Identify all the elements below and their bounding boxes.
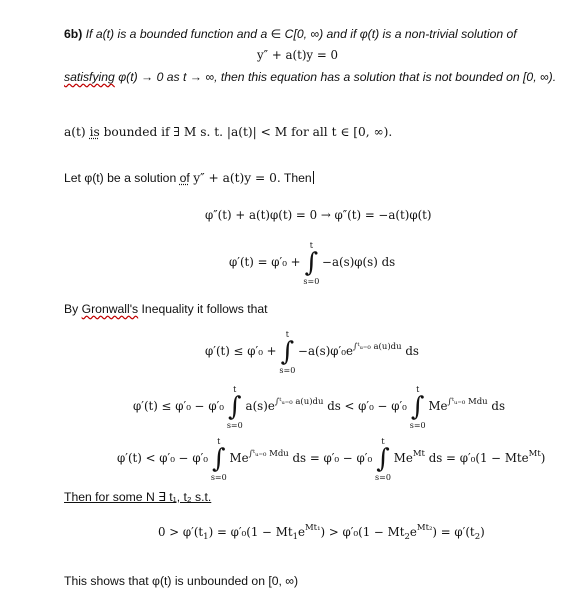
eq6-part-c: e [297, 525, 305, 539]
integral-lower-limit: s=0 [279, 366, 296, 375]
eq4-mid: ds < φ′₀ − φ′₀ [327, 399, 407, 413]
integral-sign: ∫ t s=0 [409, 385, 426, 430]
integral-sign: ∫ t s=0 [375, 437, 391, 482]
conclusion-line: This shows that φ(t) is unbounded on [0, ∞) [64, 574, 299, 588]
equation-1: φ″(t) + a(t)φ(t) = 0 → φ″(t) = −a(t)φ(t) [205, 208, 432, 222]
problem-statement-line-2 [64, 69, 556, 85]
problem-statement-text-2: φ(t) → 0 as t → ∞, then this equation has a solution that is not bounded on [0, ∞). [118, 70, 557, 84]
equation-2 [229, 241, 396, 286]
problem-statement-line [64, 26, 517, 42]
eq3-integrand: −a(s)φ′₀e [298, 344, 353, 358]
equation-6 [158, 524, 485, 540]
eq6-exp-2: Mt₂ [416, 523, 433, 533]
integral-sign: ∫ t s=0 [210, 437, 227, 482]
let-text: Let φ(t) be a solution [64, 171, 177, 185]
eq4-exponent-1: ∫ᵗᵤ₌₀ a(u)du [274, 397, 324, 407]
let-line [64, 170, 314, 186]
eq6-sub-2b: 2 [474, 532, 481, 542]
eq2-lhs: φ′(t) = φ′₀ + [229, 255, 301, 269]
integral-lower-limit: s=0 [409, 421, 426, 430]
equation-3 [205, 330, 419, 375]
integral-upper-limit: t [309, 241, 313, 250]
eq6-part-d: ) > φ′₀(1 − Mt [320, 525, 405, 539]
integral-upper-limit: t [285, 330, 289, 339]
integral-sign: ∫ t s=0 [279, 330, 296, 375]
text-cursor [313, 171, 314, 184]
eq3-lhs: φ′(t) ≤ φ′₀ + [205, 344, 277, 358]
eq5-lhs: φ′(t) < φ′₀ − φ′₀ [117, 451, 208, 465]
integral-upper-limit: t [217, 437, 221, 446]
eq6-part-e: e [409, 525, 417, 539]
equation-5 [117, 437, 546, 482]
integral-upper-limit: t [416, 385, 420, 394]
then-for-some-line: Then for some N ∃ t₁, t₂ s.t. [64, 490, 212, 504]
gronwall-name: Gronwall's [81, 302, 139, 316]
eq6-part-g: ) [480, 525, 485, 539]
equation-4 [133, 385, 506, 430]
eq3-ds: ds [405, 344, 419, 358]
integral-lower-limit: s=0 [303, 277, 320, 286]
eq5-mid: ds = φ′₀ − φ′₀ [292, 451, 373, 465]
eq6-exp-1: Mt₁ [304, 523, 321, 533]
bounded-rest: bounded if ∃ M s. t. |a(t)| < M for all t ∈ [0, ∞). [103, 125, 393, 139]
integral-lower-limit: s=0 [226, 421, 243, 430]
eq5-close: ) [540, 451, 546, 465]
eq5-integrand-1: Me [229, 451, 249, 465]
eq6-part-b: ) = φ′₀(1 − Mt [208, 525, 293, 539]
problem-statement-text: If a(t) is a bounded function and a ∈ C[0, ∞) and if φ(t) is a non-trivial solution of [85, 27, 517, 41]
eq5-exponent-2: Mt [412, 449, 425, 459]
eq3-exponent: ∫ᵗᵤ₌₀ a(u)du [352, 342, 402, 352]
eq6-sub-1b: 1 [292, 532, 298, 542]
eq5-integrand-2: Me [393, 451, 413, 465]
eq2-integrand: −a(s)φ(s) ds [322, 255, 396, 269]
let-of: of [179, 171, 190, 185]
eq6-part-a: 0 > φ′(t [158, 525, 204, 539]
integral-lower-limit: s=0 [375, 473, 391, 482]
bounded-definition [64, 124, 392, 140]
bounded-is: is [89, 125, 100, 139]
eq5-exponent-3: Mt [528, 449, 541, 459]
satisfying-word: satisfying [64, 70, 115, 84]
problem-number: 6b) [64, 27, 83, 41]
bounded-prefix: a(t) [64, 125, 86, 139]
integral-sign: ∫ t s=0 [226, 385, 243, 430]
gronwall-prefix: By [64, 302, 79, 316]
ode-equation: y″ + a(t)y = 0 [257, 48, 338, 62]
eq4-integrand-2: Me [428, 399, 448, 413]
eq6-sub-2: 2 [404, 532, 410, 542]
eq4-integrand-1: a(s)e [245, 399, 275, 413]
integral-upper-limit: t [233, 385, 237, 394]
eq6-sub-1: 1 [203, 532, 209, 542]
integral-lower-limit: s=0 [210, 473, 227, 482]
gronwall-line [64, 301, 268, 317]
eq5-exponent-1: ∫ᵗᵤ₌₀ Mdu [248, 449, 289, 459]
let-then: Then [283, 171, 312, 185]
eq5-rest: ds = φ′₀(1 − Mte [428, 451, 529, 465]
gronwall-suffix: Inequality it follows that [141, 302, 268, 316]
eq4-lhs: φ′(t) ≤ φ′₀ − φ′₀ [133, 399, 224, 413]
let-equation: y″ + a(t)y = 0. [193, 171, 281, 185]
eq4-exponent-2: ∫ᵗᵤ₌₀ Mdu [447, 397, 488, 407]
integral-sign: ∫ t s=0 [303, 241, 320, 286]
eq4-ds: ds [491, 399, 506, 413]
eq6-part-f: ) = φ′(t [432, 525, 475, 539]
integral-upper-limit: t [381, 437, 385, 446]
